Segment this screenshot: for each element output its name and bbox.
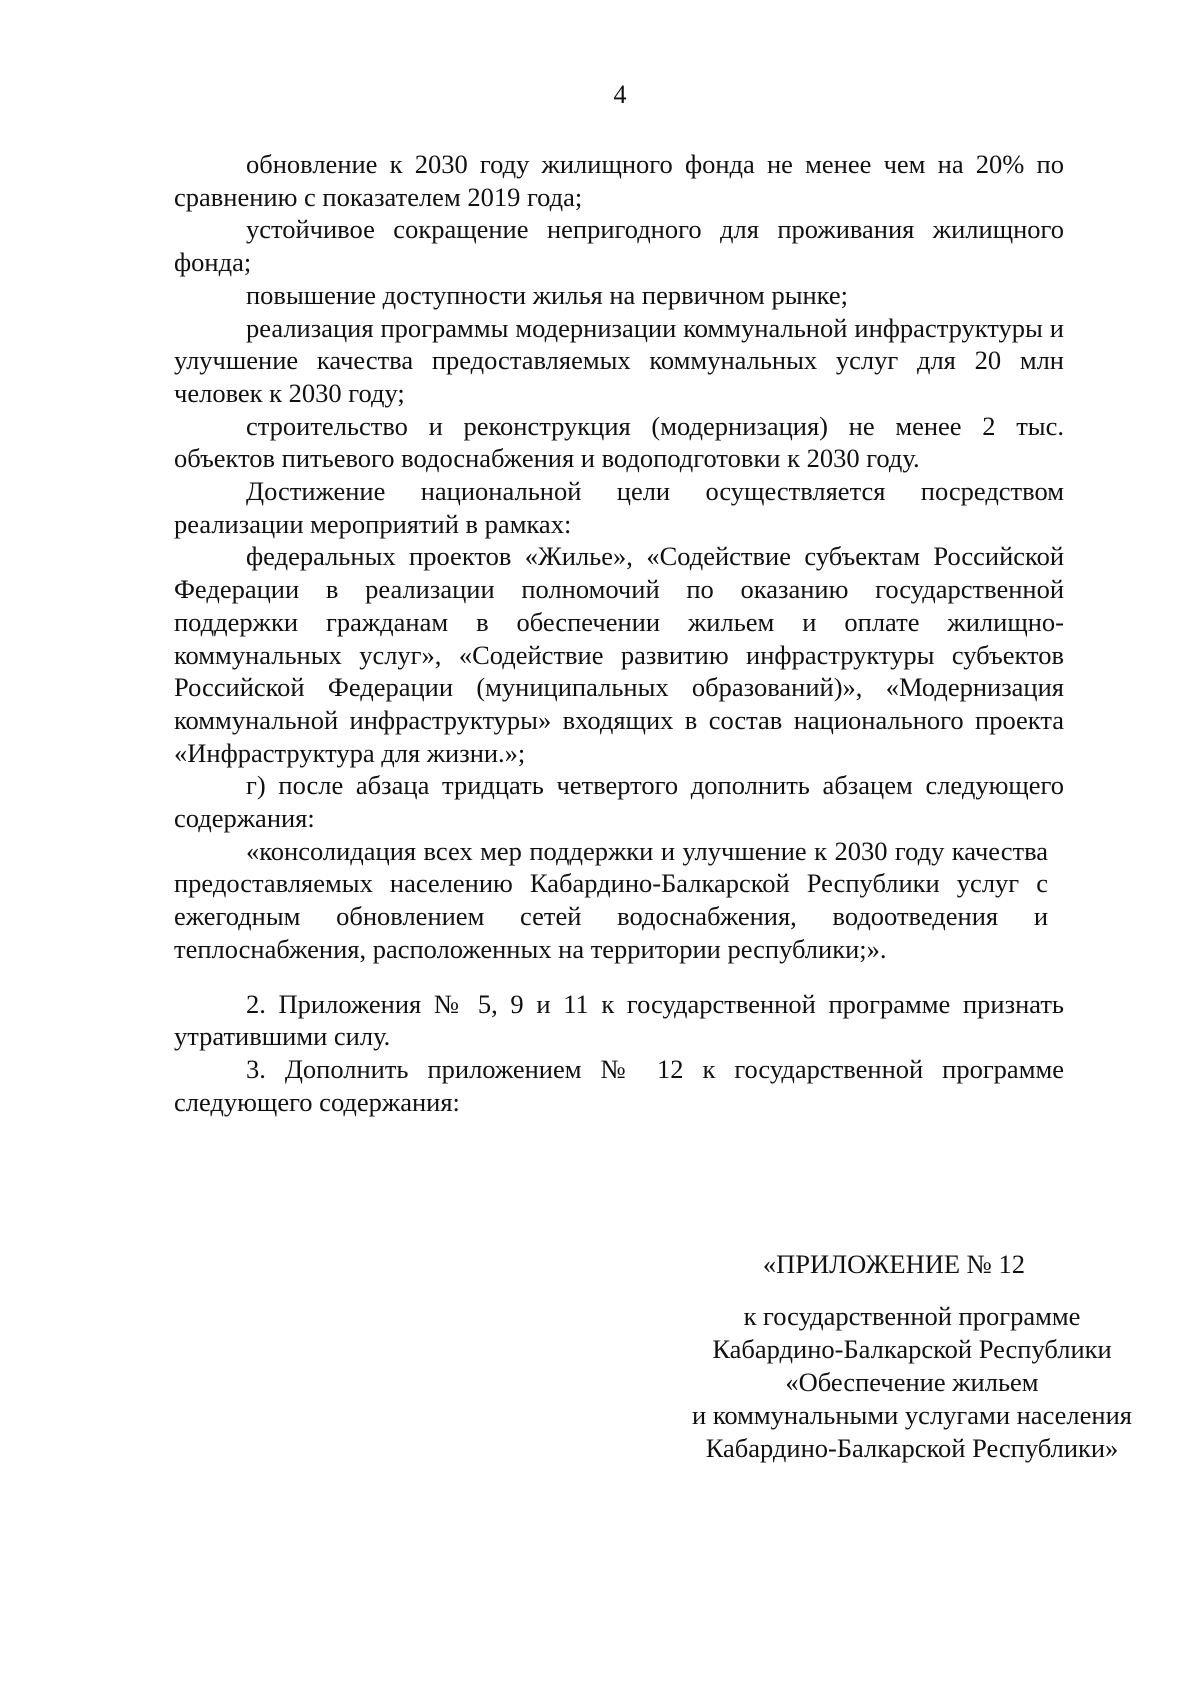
appendix-title: «ПРИЛОЖЕНИЕ № 12 [762, 1249, 1026, 1279]
appendix-line: и коммунальными услугами населения [692, 1400, 1132, 1430]
document-body [174, 148, 1064, 1118]
paragraph-amendment-g: г) после абзаца тридцать четвертого дополнить абзацем следующего содержания: [174, 770, 1064, 834]
paragraph-consolidation-quote: «консолидация всех мер поддержки и улучшение к 2030 году качества предоставляемых населению Кабардино-Балкарской Республики услуг с ежегодным обновлением сетей водоснабжения, водоотведения и теплоснабжения, расположенных на территории республики;». [174, 835, 1048, 964]
appendix-caption [612, 1300, 1200, 1465]
paragraph-item-2: 2. Приложения № 5, 9 и 11 к государственной программе признать утратившими силу. [174, 988, 1064, 1052]
paragraph-housing-renewal: обновление к 2030 году жилищного фонда не менее чем на 20% по сравнению с показателем 2019 года; [174, 149, 1064, 212]
paragraph-primary-market-access: повышение доступности жилья на первичном рынке; [246, 279, 849, 310]
appendix-line: к государственной программе [743, 1301, 1081, 1331]
paragraph-federal-projects: федеральных проектов «Жилье», «Содействие субъектам Российской Федерации в реализации полномочий по оказанию государственной поддержки гражданам в обеспечении жильем и оплате жилищно-коммунальных услуг», «Содействие развитию инфраструктуры субъектов Российской Федерации (муниципальных образований)», «Модернизация коммунальной инфраструктуры» входящих в состав национального проекта «Инфраструктура для жизни.»; [174, 541, 1064, 768]
paragraph-water-facilities: строительство и реконструкция (модернизация) не менее 2 тыс. объектов питьевого водоснабжения и водоподготовки к 2030 году. [174, 410, 1064, 474]
paragraph-national-goal: Достижение национальной цели осуществляется посредством реализации мероприятий в рамках: [174, 476, 1064, 539]
page-number: 4 [613, 80, 627, 109]
paragraph-item-3: 3. Дополнить приложением № 12 к государственной программе следующего содержания: [174, 1053, 1064, 1117]
paragraph-utility-modernization: реализация программы модернизации коммунальной инфраструктуры и улучшение качества предоставляемых коммунальных услуг для 20 млн человек к 2030 году; [174, 312, 1064, 408]
appendix-line: Кабардино-Балкарской Республики» [705, 1433, 1119, 1463]
paragraph-unfit-housing-reduction: устойчивое сокращение непригодного для проживания жилищного фонда; [174, 214, 1064, 278]
appendix-line: Кабардино-Балкарской Республики [712, 1334, 1112, 1364]
appendix-line: «Обеспечение жильем [785, 1367, 1039, 1397]
